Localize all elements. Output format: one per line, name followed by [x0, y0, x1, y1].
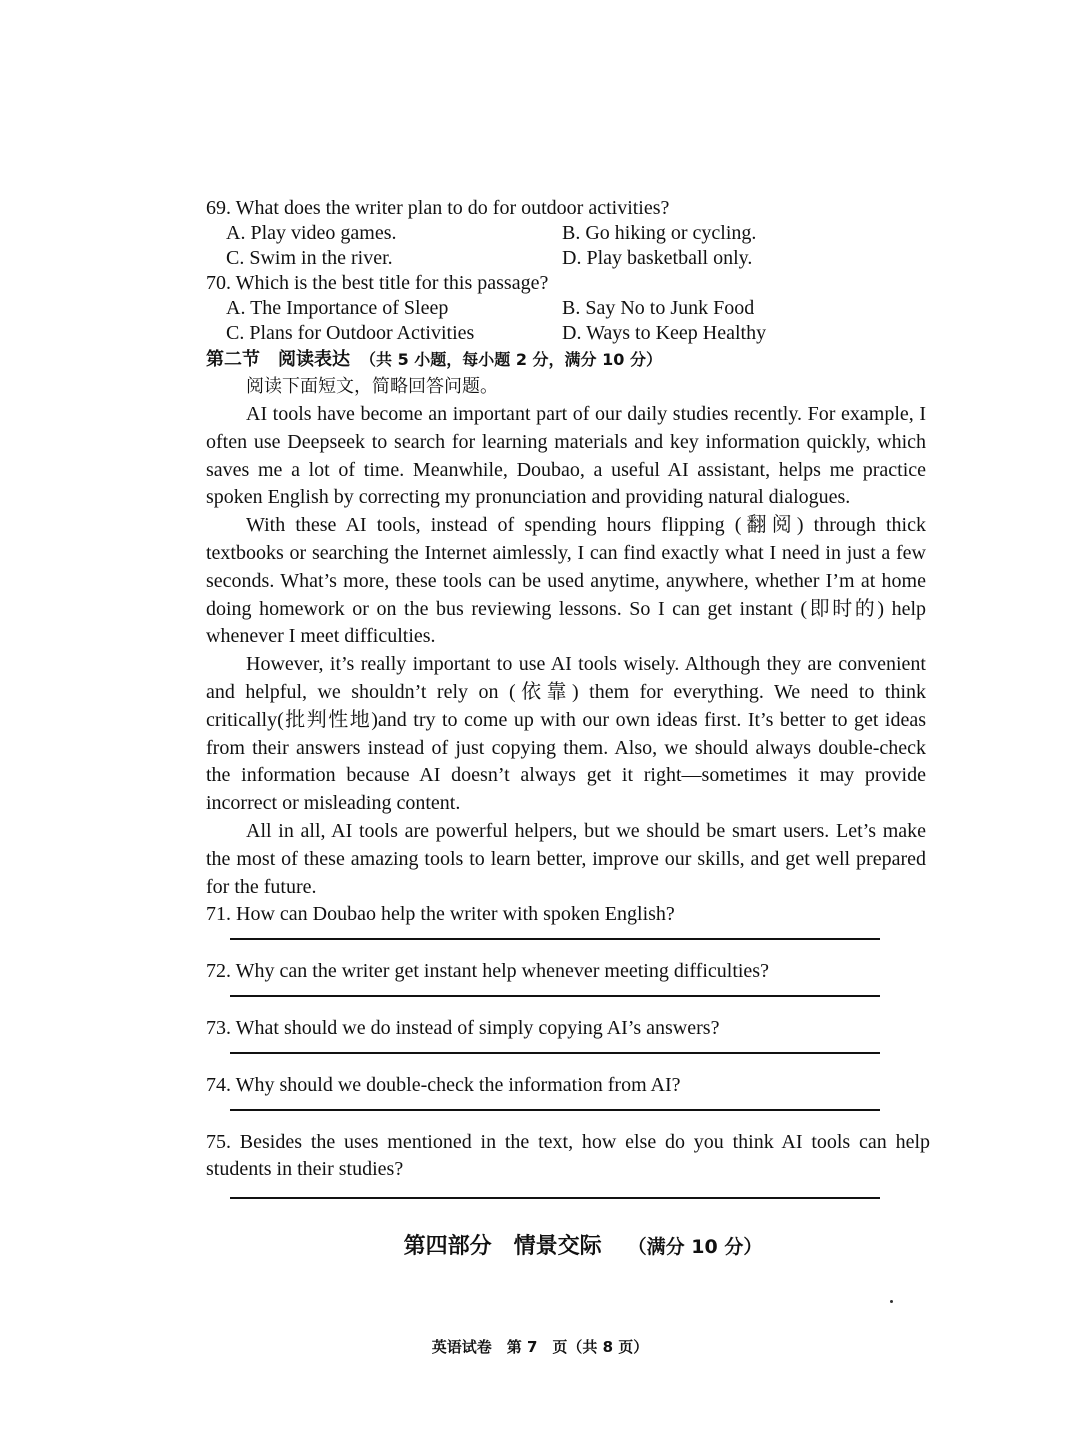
passage-paragraph-1: AI tools have become an important part of our daily studies recently. For example, I often use Deepseek to search for learning materials and key information quickly, which saves me a lot of time. Meanwhile, Doubao, a useful AI assistant, helps me practice spoken English by correcting my pronunciation and providing natural dialogues.	[206, 403, 926, 509]
q69-option-b: B. Go hiking or cycling.	[562, 222, 757, 244]
section-2-title: 第二节 阅读表达	[206, 349, 350, 370]
q70-option-a: A. The Importance of Sleep	[226, 297, 449, 319]
section-2-subtitle: （共 5 小题，每小题 2 分，满分 10 分）	[360, 350, 662, 369]
passage-paragraph-2: With these AI tools, instead of spending hours flipping (翻阅) through thick textbooks or searching the Internet aimlessly, I can find exactly what I need in just a few seconds. What’s more, these tools can be used anytime, anywhere, whether I’m at home doing homework or on the bus reviewing lessons. So I can get instant (即时的) help whenever I meet difficulties.	[206, 514, 926, 648]
passage-paragraph-3: However, it’s really important to use AI tools wisely. Although they are convenient and helpful, we shouldn’t rely on (依靠) them for everything. We need to think critically(批判性地)and try to come up with our own ideas first. It’s better to get ideas from their answers instead of just copying them. Also, we should always double-check the information because AI doesn’t always get it right—sometimes it may provide incorrect or misleading content.	[206, 653, 926, 815]
answer-line-72[interactable]	[206, 985, 926, 1015]
page-footer: 英语试卷 第 7 页（共 8 页）	[431, 1338, 649, 1356]
question-73: 73. What should we do instead of simply copying AI’s answers?	[206, 1017, 720, 1040]
answer-line-74[interactable]	[206, 1099, 926, 1129]
answer-line-71[interactable]	[206, 928, 926, 958]
stray-mark	[890, 1300, 893, 1303]
q70-option-b: B. Say No to Junk Food	[562, 297, 755, 319]
answer-line-73[interactable]	[206, 1042, 926, 1072]
passage-paragraph-4: All in all, AI tools are powerful helpers, but we should be smart users. Let’s make the most of these amazing tools to learn better, improve our skills, and get well prepared for the future.	[206, 819, 926, 898]
part-4-heading	[206, 1229, 926, 1260]
question-71: 71. How can Doubao help the writer with spoken English?	[206, 903, 675, 926]
section-2-instruction: 阅读下面短文，简略回答问题。	[246, 376, 498, 397]
q70-option-c: C. Plans for Outdoor Activities	[226, 322, 475, 344]
section-2-heading	[206, 346, 926, 373]
question-74: 74. Why should we double-check the information from AI?	[206, 1074, 681, 1097]
question-69-stem: 69. What does the writer plan to do for outdoor activities?	[206, 197, 670, 219]
q69-option-d: D. Play basketball only.	[562, 247, 753, 269]
q70-option-d: D. Ways to Keep Healthy	[562, 322, 767, 344]
question-69-options	[226, 221, 926, 271]
question-75: 75. Besides the uses mentioned in the text, how else do you think AI tools can help students in their studies?	[206, 1131, 930, 1181]
q69-option-a: A. Play video games.	[226, 222, 397, 244]
part-4-title: 第四部分 情景交际	[403, 1234, 602, 1260]
question-70-stem: 70. Which is the best title for this passage?	[206, 272, 549, 294]
question-70-options	[226, 296, 926, 346]
answer-line-75[interactable]	[206, 1183, 926, 1211]
question-72: 72. Why can the writer get instant help whenever meeting difficulties?	[206, 960, 769, 983]
q69-option-c: C. Swim in the river.	[226, 247, 393, 269]
page-content	[206, 196, 930, 1260]
part-4-score: （满分 10 分）	[627, 1236, 763, 1259]
